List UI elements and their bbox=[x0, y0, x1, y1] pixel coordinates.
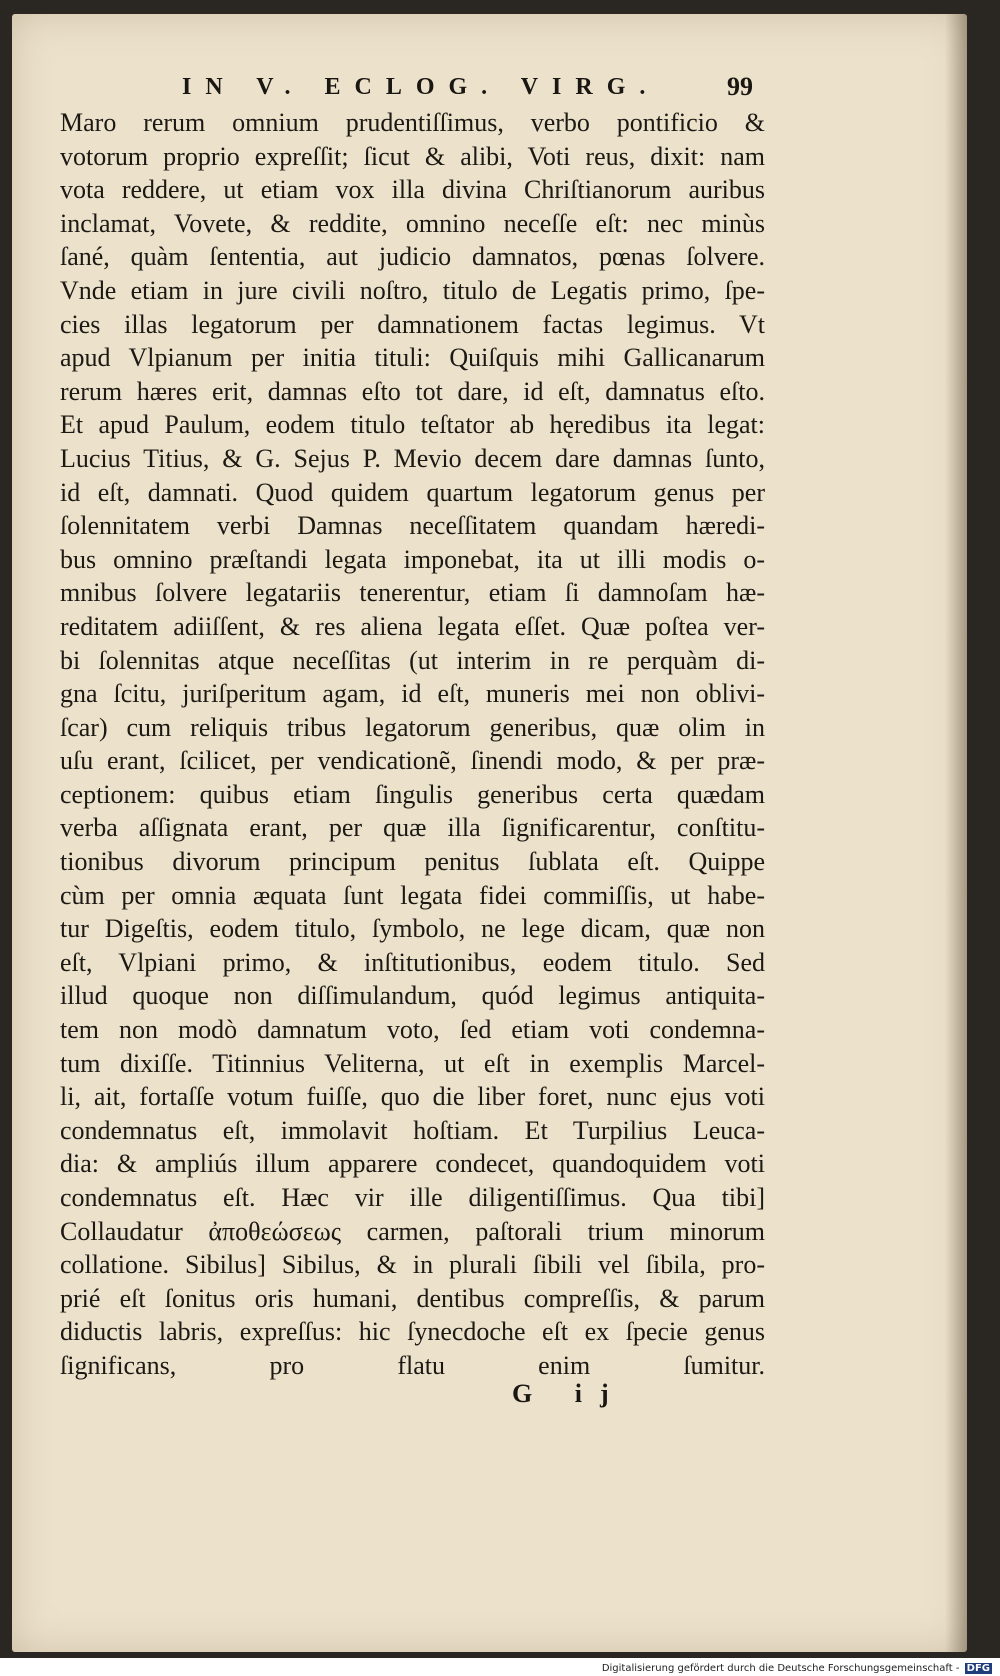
running-head: IN V. ECLOG. VIRG. bbox=[182, 74, 660, 100]
text-line: condemnatus eſt. Hæc vir ille diligentiſſimus. Qua tibi] bbox=[60, 1183, 765, 1212]
text-line: Collaudatur ἀποθεώσεως carmen, paſtorali trium minorum bbox=[60, 1216, 765, 1246]
text-line: tur Digeſtis, eodem titulo, ſymbolo, ne lege dicam, quæ non bbox=[60, 914, 765, 944]
text-line: cies illas legatorum per damnationem factas legimus. Vt bbox=[60, 309, 765, 339]
signature-mark: G ij bbox=[512, 1379, 627, 1408]
text-line: Maro rerum omnium prudentiſſimus, verbo pontificio & bbox=[60, 108, 765, 137]
text-line: eſt, Vlpiani primo, & inſtitutionibus, eodem titulo. Sed bbox=[60, 947, 765, 977]
text-line: prié eſt ſonitus oris humani, dentibus compreſſis, & parum bbox=[60, 1283, 765, 1313]
text-line: rerum hæres erit, damnas eſto tot dare, id eſt, damnatus eſto. bbox=[60, 376, 765, 406]
dfg-logo: DFG bbox=[966, 1663, 990, 1674]
text-line: ceptionem: quibus etiam ſingulis generibus certa quædam bbox=[60, 779, 765, 809]
text-line: ſolennitatem verbi Damnas neceſſitatem quandam hæredi- bbox=[60, 511, 765, 541]
text-line: Et apud Paulum, eodem titulo teſtator ab hęredibus ita legat: bbox=[60, 410, 765, 440]
text-line: dia: & ampliús illum apparere condecet, quandoquidem voti bbox=[60, 1149, 765, 1179]
text-line: bus omnino præſtandi legata imponebat, ita ut illi modis o- bbox=[60, 544, 765, 574]
text-line: tum dixiſſe. Titinnius Veliterna, ut eſt in exemplis Marcel- bbox=[60, 1048, 765, 1078]
text-line: tem non modò damnatum voto, ſed etiam voti condemna- bbox=[60, 1015, 765, 1045]
text-line: Lucius Titius, & G. Sejus P. Mevio decem dare damnas ſunto, bbox=[60, 443, 765, 473]
text-line: collatione. Sibilus] Sibilus, & in plurali ſibili vel ſibila, pro- bbox=[60, 1250, 765, 1280]
text-line: inclamat, Vovete, & reddite, omnino neceſſe eſt: nec minùs bbox=[60, 208, 765, 238]
text-line: mnibus ſolvere legatariis tenerentur, etiam ſi damnoſam hæ- bbox=[60, 578, 765, 608]
text-line: cùm per omnia æquata ſunt legata fidei commiſſis, ut habe- bbox=[60, 880, 765, 910]
text-block bbox=[60, 106, 765, 1383]
text-line: ſcar) cum reliquis tribus legatorum generibus, quæ olim in bbox=[60, 712, 765, 742]
footer-credit bbox=[602, 1663, 992, 1674]
text-line: li, ait, fortaſſe votum fuiſſe, quo die liber foret, nunc ejus voti bbox=[60, 1082, 765, 1112]
book-page bbox=[12, 14, 967, 1652]
text-line: apud Vlpianum per initia tituli: Quiſquis mihi Gallicanarum bbox=[60, 343, 765, 373]
text-line: ſignificans, pro flatu enim ſumitur. bbox=[60, 1350, 765, 1380]
text-line: verba aſſignata erant, per quæ illa ſignificarentur, conſtitu- bbox=[60, 813, 765, 843]
text-line: id eſt, damnati. Quod quidem quartum legatorum genus per bbox=[60, 477, 765, 507]
page-edge-shadow bbox=[945, 14, 967, 1652]
text-line: diductis labris, expreſſus: hic ſynecdoche eſt ex ſpecie genus bbox=[60, 1317, 765, 1347]
text-line: tionibus divorum principum penitus ſublata eſt. Quippe bbox=[60, 847, 765, 877]
text-line: bi ſolennitas atque neceſſitas (ut interim in re perquàm di- bbox=[60, 645, 765, 675]
text-line: ſané, quàm ſententia, aut judicio damnatos, pœnas ſolvere. bbox=[60, 242, 765, 272]
text-line: condemnatus eſt, immolavit hoſtiam. Et Turpilius Leuca- bbox=[60, 1115, 765, 1145]
page-number: 99 bbox=[727, 72, 753, 101]
text-line: votorum proprio expreſſit; ſicut & alibi, Voti reus, dixit: nam bbox=[60, 141, 765, 171]
text-line: Vnde etiam in jure civili noſtro, titulo de Legatis primo, ſpe- bbox=[60, 275, 765, 305]
text-line: illud quoque non diſſimulandum, quód legimus antiquita- bbox=[60, 981, 765, 1011]
text-line: vota reddere, ut etiam vox illa divina Chriſtianorum auribus bbox=[60, 175, 765, 205]
text-line: gna ſcitu, juriſperitum agam, id eſt, muneris mei non oblivi- bbox=[60, 679, 765, 709]
text-line: reditatem adiiſſent, & res aliena legata eſſet. Quæ poſtea ver- bbox=[60, 611, 765, 641]
text-line: uſu erant, ſcilicet, per vendicationẽ, ſinendi modo, & per præ- bbox=[60, 746, 765, 776]
footer-text: Digitalisierung gefördert durch die Deutsche Forschungsgemeinschaft - bbox=[601, 1663, 960, 1674]
